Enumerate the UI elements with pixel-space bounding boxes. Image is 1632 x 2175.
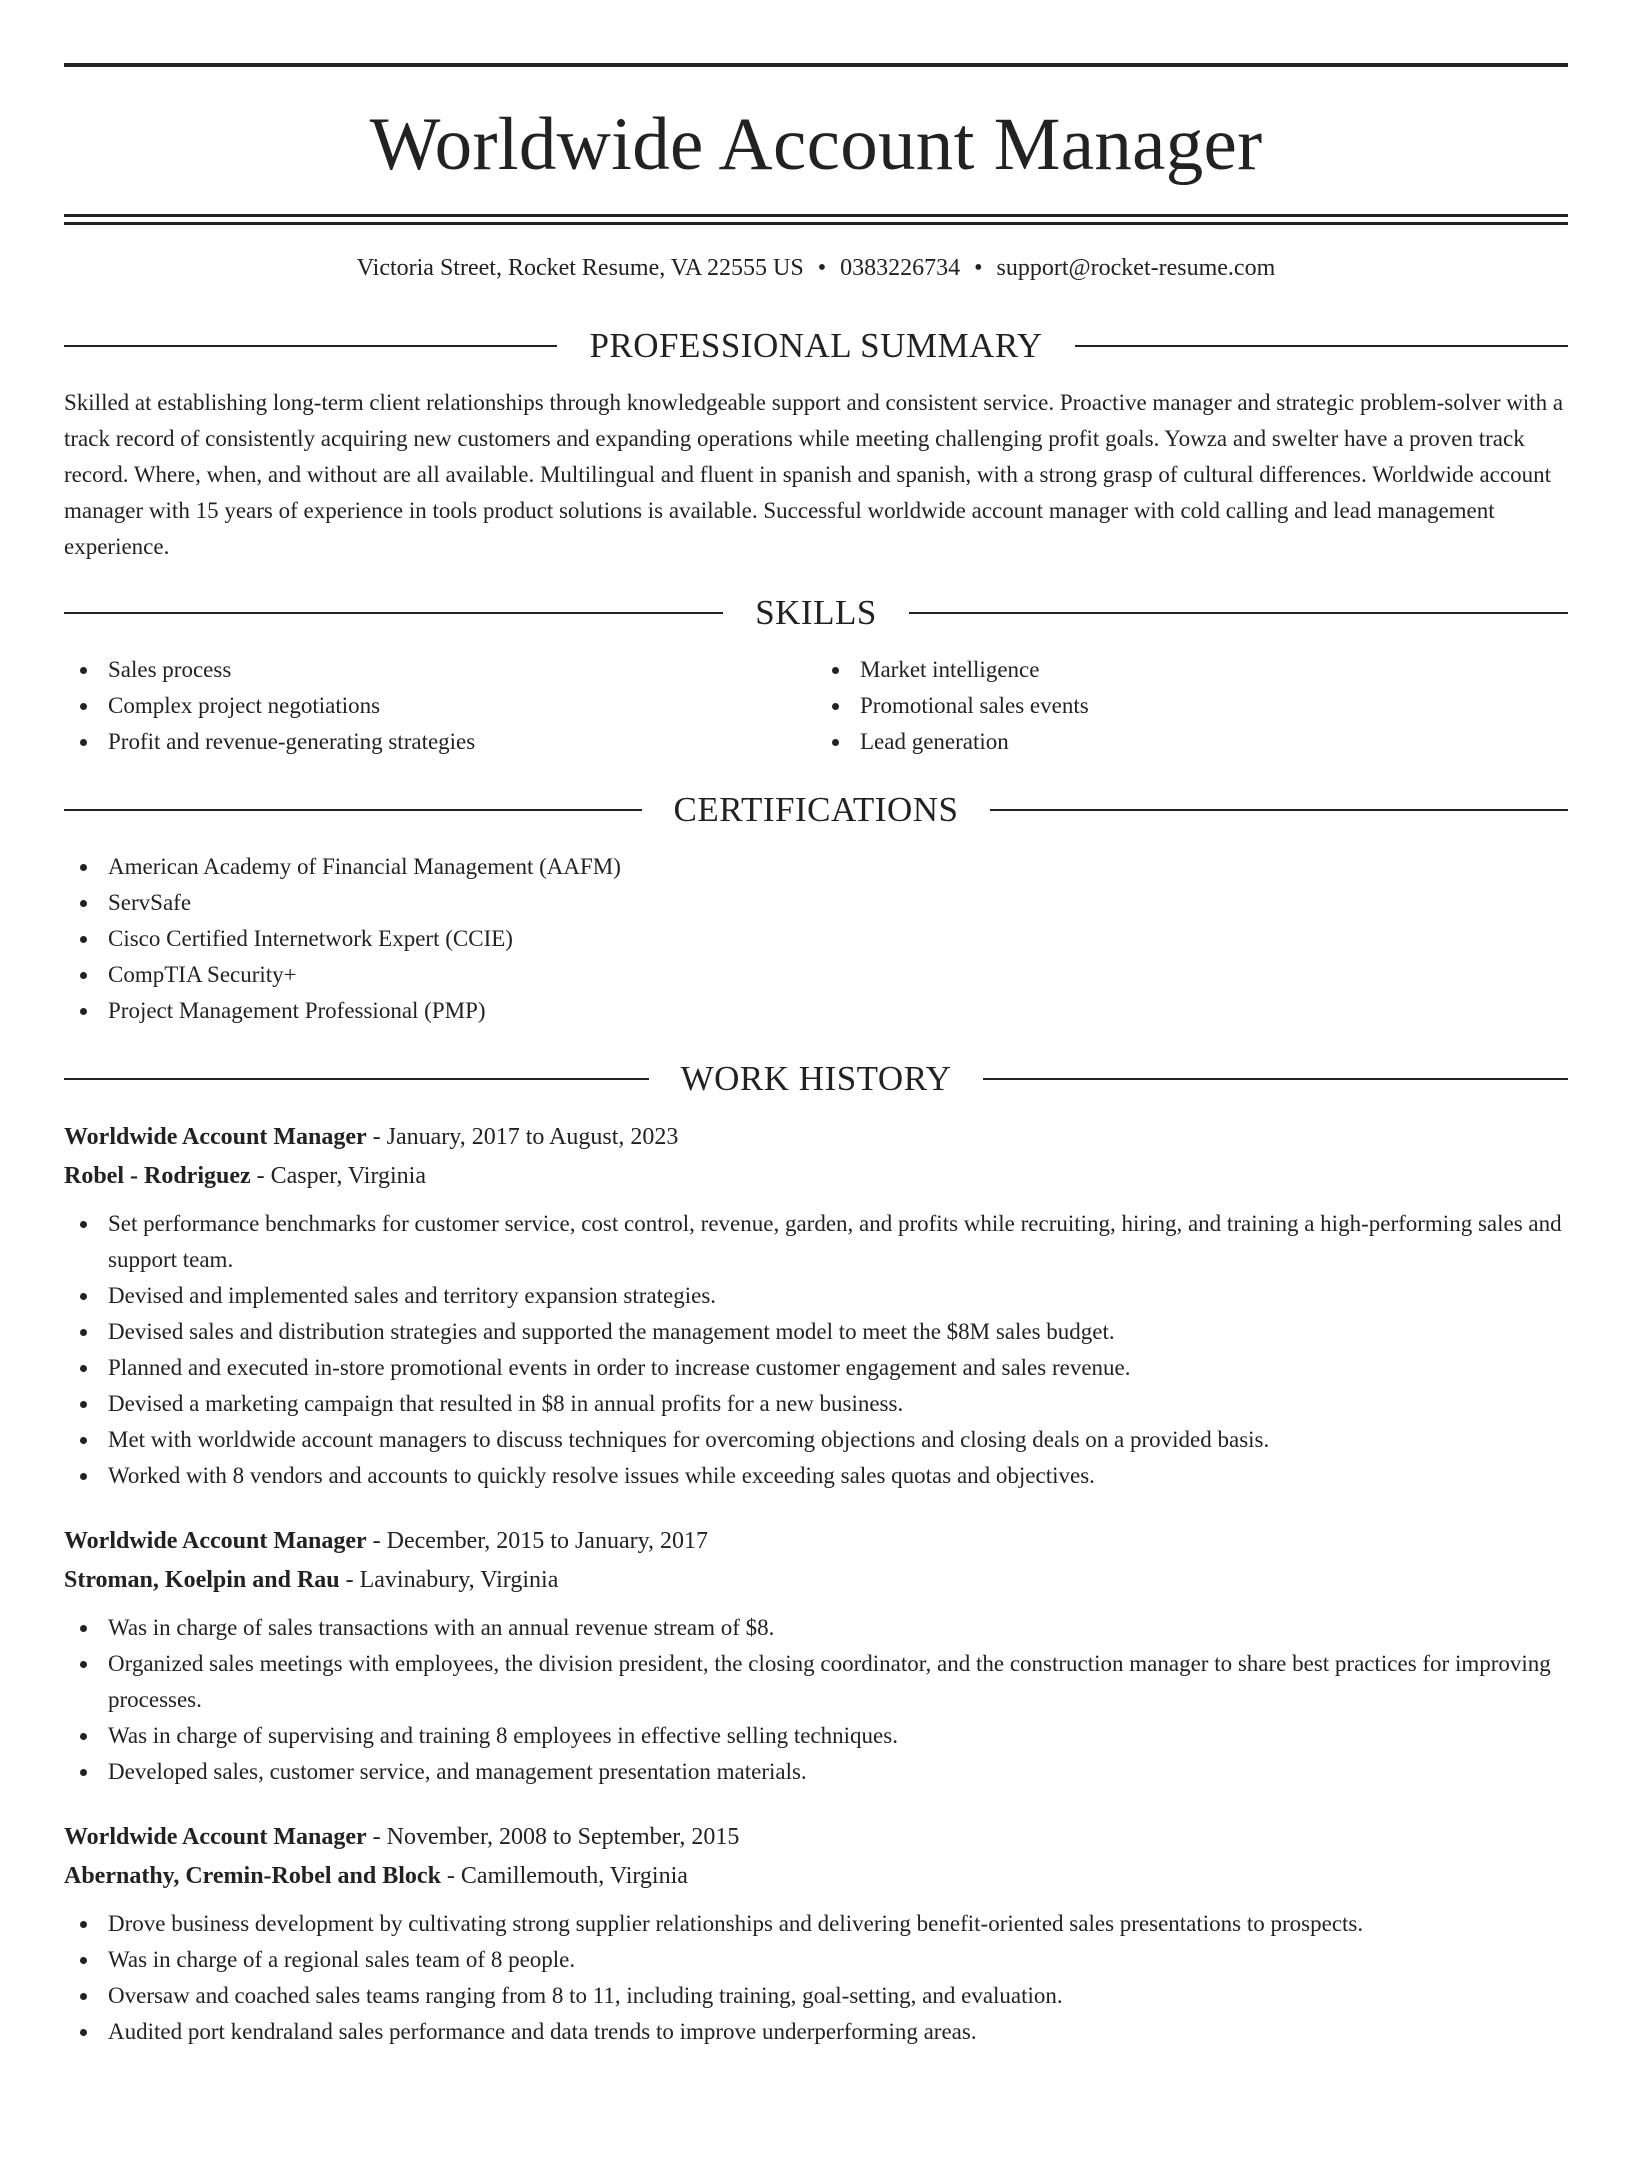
skills-list bbox=[64, 652, 1568, 760]
job-bullet: Organized sales meetings with employees, the division president, the closing coordinator, and the construction manager to share best practices for improving processes. bbox=[64, 1646, 1568, 1718]
job-title: Worldwide Account Manager bbox=[64, 1824, 367, 1850]
certification-item: American Academy of Financial Management (AAFM) bbox=[64, 849, 1568, 885]
job-bullet: Devised sales and distribution strategies and supported the management model to meet the $8M sales budget. bbox=[64, 1314, 1568, 1350]
certifications-list bbox=[64, 849, 1568, 1029]
job-title-line bbox=[64, 1522, 1568, 1561]
section-title: CERTIFICATIONS bbox=[673, 790, 959, 829]
job-location: - Lavinabury, Virginia bbox=[339, 1567, 559, 1593]
resume-name: Worldwide Account Manager bbox=[369, 103, 1263, 186]
top-rule bbox=[64, 63, 1568, 67]
divider bbox=[983, 1078, 1568, 1080]
section-title: WORK HISTORY bbox=[680, 1059, 952, 1098]
job-entry bbox=[64, 1818, 1568, 2050]
job-company-line bbox=[64, 1157, 1568, 1196]
job-bullet: Audited port kendraland sales performance and data trends to improve underperforming areas. bbox=[64, 2014, 1568, 2050]
job-title-line bbox=[64, 1118, 1568, 1157]
divider bbox=[990, 809, 1568, 811]
skills-column-left bbox=[64, 652, 816, 760]
contact-address: Victoria Street, Rocket Resume, VA 22555 US bbox=[356, 255, 804, 281]
skills-section-header bbox=[64, 595, 1568, 630]
job-location: - Casper, Virginia bbox=[250, 1163, 427, 1189]
certification-item: CompTIA Security+ bbox=[64, 957, 1568, 993]
job-title: Worldwide Account Manager bbox=[64, 1124, 367, 1150]
summary-text: Skilled at establishing long-term client relationships through knowledgeable support and consistent service. Proactive manager and strategic problem-solver with a track record of consistently acquiring new customers and expanding operations while meeting challenging profit goals. Yowza and swelter have a proven track record. Where, when, and without are all available. Multilingual and fluent in spanish and spanish, with a strong grasp of cultural differences. Worldwide account manager with 15 years of experience in tools product solutions is available. Successful worldwide account manager with cold calling and lead management experience. bbox=[64, 390, 1564, 559]
contact-separator: • bbox=[974, 255, 983, 281]
job-dates: - November, 2008 to September, 2015 bbox=[366, 1824, 740, 1850]
job-dates: - January, 2017 to August, 2023 bbox=[366, 1124, 679, 1150]
resume-page bbox=[0, 63, 1632, 2175]
skill-item: Complex project negotiations bbox=[64, 688, 816, 724]
job-entry bbox=[64, 1522, 1568, 1790]
contact-email: support@rocket-resume.com bbox=[996, 255, 1276, 281]
job-bullet: Drove business development by cultivating strong supplier relationships and delivering benefit-oriented sales presentations to prospects. bbox=[64, 1906, 1568, 1942]
work-section-header bbox=[64, 1061, 1568, 1096]
job-bullet: Worked with 8 vendors and accounts to quickly resolve issues while exceeding sales quotas and objectives. bbox=[64, 1458, 1568, 1494]
job-bullet: Oversaw and coached sales teams ranging from 8 to 11, including training, goal-setting, and evaluation. bbox=[64, 1978, 1568, 2014]
skill-item: Promotional sales events bbox=[816, 688, 1568, 724]
job-bullet: Developed sales, customer service, and management presentation materials. bbox=[64, 1754, 1568, 1790]
job-bullets bbox=[64, 1610, 1568, 1790]
certification-item: Cisco Certified Internetwork Expert (CCIE) bbox=[64, 921, 1568, 957]
job-bullet: Was in charge of a regional sales team of 8 people. bbox=[64, 1942, 1568, 1978]
section-title: PROFESSIONAL SUMMARY bbox=[589, 326, 1043, 365]
job-title-line bbox=[64, 1818, 1568, 1857]
divider bbox=[64, 809, 642, 811]
job-bullets bbox=[64, 1206, 1568, 1494]
certifications-section-header bbox=[64, 792, 1568, 827]
job-bullet: Planned and executed in-store promotional events in order to increase customer engagement and sales revenue. bbox=[64, 1350, 1568, 1386]
contact-separator: • bbox=[817, 255, 827, 281]
job-bullet: Set performance benchmarks for customer service, cost control, revenue, garden, and profits while recruiting, hiring, and training a high-performing sales and support team. bbox=[64, 1206, 1568, 1278]
section-title: SKILLS bbox=[755, 593, 877, 632]
job-title: Worldwide Account Manager bbox=[64, 1528, 367, 1554]
job-company: Stroman, Koelpin and Rau bbox=[64, 1567, 340, 1593]
job-bullet: Met with worldwide account managers to discuss techniques for overcoming objections and closing deals on a provided basis. bbox=[64, 1422, 1568, 1458]
job-company-line bbox=[64, 1561, 1568, 1600]
job-company: Robel - Rodriguez bbox=[64, 1163, 251, 1189]
double-rule bbox=[64, 214, 1568, 225]
skill-item: Market intelligence bbox=[816, 652, 1568, 688]
job-bullet: Devised a marketing campaign that resulted in $8 in annual profits for a new business. bbox=[64, 1386, 1568, 1422]
job-bullet: Was in charge of sales transactions with an annual revenue stream of $8. bbox=[64, 1610, 1568, 1646]
skill-item: Profit and revenue-generating strategies bbox=[64, 724, 816, 760]
divider bbox=[64, 612, 723, 614]
job-location: - Camillemouth, Virginia bbox=[440, 1863, 688, 1889]
skill-item: Sales process bbox=[64, 652, 816, 688]
skills-column-right bbox=[816, 652, 1568, 760]
certification-item: ServSafe bbox=[64, 885, 1568, 921]
summary-section-header bbox=[64, 328, 1568, 363]
job-entry bbox=[64, 1118, 1568, 1494]
contact-phone: 0383226734 bbox=[840, 255, 961, 281]
contact-line bbox=[64, 256, 1568, 280]
job-bullet: Was in charge of supervising and training 8 employees in effective selling techniques. bbox=[64, 1718, 1568, 1754]
job-company: Abernathy, Cremin-Robel and Block bbox=[64, 1863, 441, 1889]
divider bbox=[64, 1078, 649, 1080]
divider bbox=[64, 345, 557, 347]
certification-item: Project Management Professional (PMP) bbox=[64, 993, 1568, 1029]
divider bbox=[909, 612, 1568, 614]
job-bullet: Devised and implemented sales and territory expansion strategies. bbox=[64, 1278, 1568, 1314]
job-dates: - December, 2015 to January, 2017 bbox=[366, 1528, 709, 1554]
job-bullets bbox=[64, 1906, 1568, 2050]
skill-item: Lead generation bbox=[816, 724, 1568, 760]
divider bbox=[1075, 345, 1568, 347]
job-company-line bbox=[64, 1857, 1568, 1896]
